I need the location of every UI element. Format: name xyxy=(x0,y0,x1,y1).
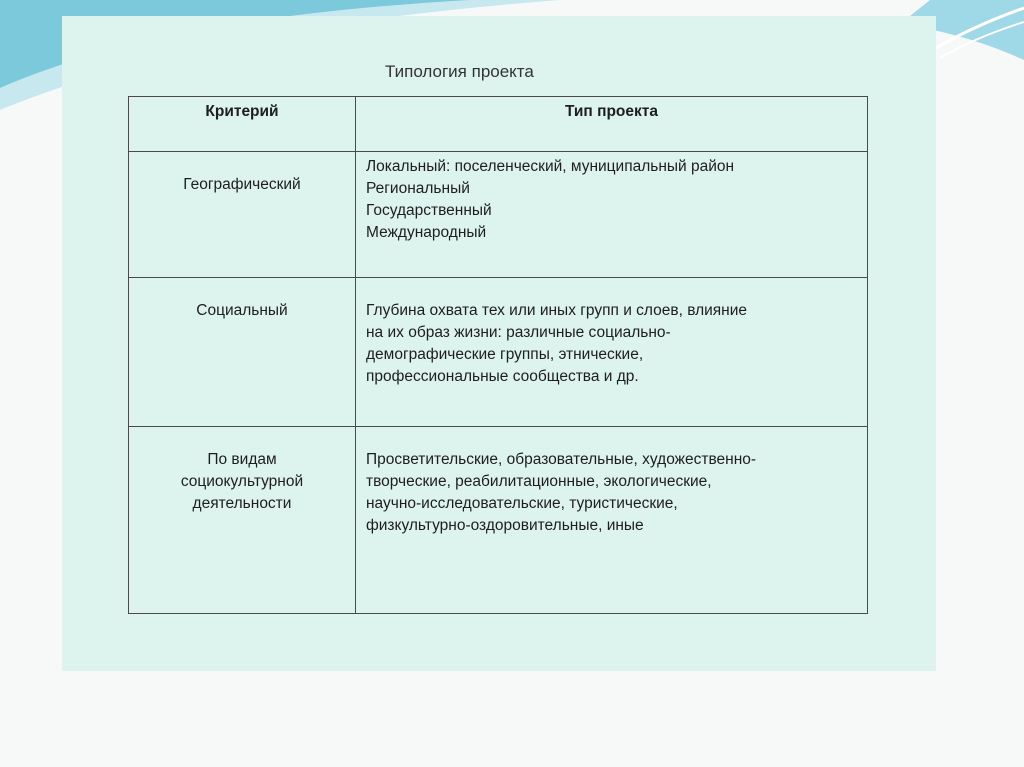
criterion-text: По видам xyxy=(207,451,277,468)
criterion-cell xyxy=(129,278,356,427)
criterion-text: Социальный xyxy=(196,302,288,319)
table-row xyxy=(129,278,868,427)
type-line: Локальный: поселенческий, муниципальный район xyxy=(366,158,735,175)
typology-table xyxy=(128,96,868,614)
type-line: творческие, реабилитационные, экологические, xyxy=(366,473,712,490)
header-criterion: Критерий xyxy=(129,97,356,152)
type-line: Государственный xyxy=(366,202,492,219)
type-line: демографические группы, этнические, xyxy=(366,346,644,363)
page-title: Типология проекта xyxy=(385,62,534,81)
type-line: научно-исследовательские, туристические, xyxy=(366,495,678,512)
criterion-text: деятельности xyxy=(192,495,292,512)
type-line: физкультурно-оздоровительные, иные xyxy=(366,517,644,534)
type-line: Региональный xyxy=(366,180,470,197)
criterion-cell xyxy=(129,152,356,278)
type-line: Международный xyxy=(366,224,487,241)
type-cell xyxy=(356,152,868,278)
table-header-row xyxy=(129,97,868,152)
type-cell xyxy=(356,278,868,427)
header-project-type: Тип проекта xyxy=(356,97,868,152)
type-cell xyxy=(356,427,868,614)
criterion-text: социокультурной xyxy=(180,473,304,490)
type-line: Просветительские, образовательные, художественно- xyxy=(366,451,757,468)
criterion-text: Географический xyxy=(183,176,301,193)
type-line: на их образ жизни: различные социально- xyxy=(366,324,671,341)
type-line: профессиональные сообщества и др. xyxy=(366,368,639,385)
type-line: Глубина охвата тех или иных групп и слоев, влияние xyxy=(366,302,748,319)
table-row xyxy=(129,427,868,614)
table-row xyxy=(129,152,868,278)
criterion-cell xyxy=(129,427,356,614)
